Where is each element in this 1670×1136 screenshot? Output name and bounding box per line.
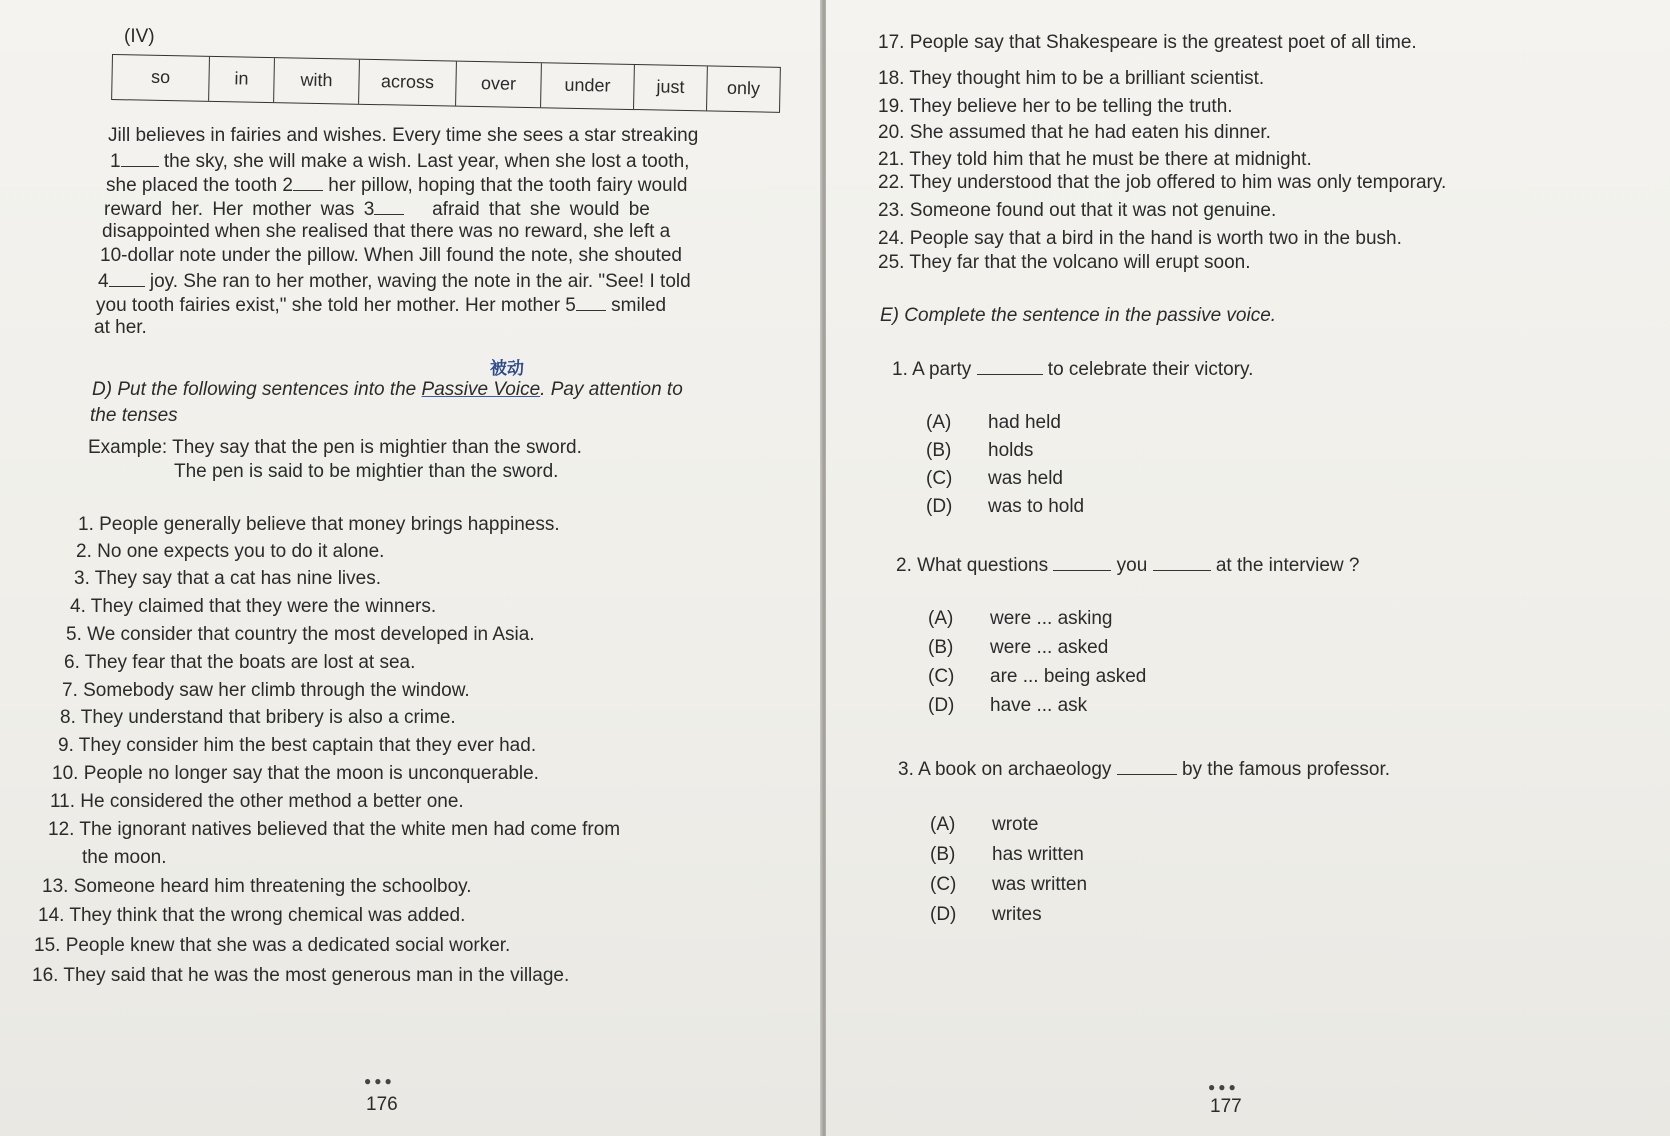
section-d-title: D) Put the following sentences into the Passive Voice. Pay attention to: [92, 379, 683, 400]
list-item: 11. He considered the other method a better one.: [50, 791, 464, 812]
word-box-cell: in: [209, 57, 275, 102]
answer-blank[interactable]: [1153, 552, 1211, 571]
option-item[interactable]: (A) were ... asking: [928, 608, 1113, 629]
list-item: 10. People no longer say that the moon is unconquerable.: [52, 763, 539, 784]
paragraph-line: she placed the tooth 2 her pillow, hoping that the tooth fairy would: [106, 172, 687, 198]
question-2: 2. What questions you at the interview ?: [896, 552, 1360, 578]
option-item[interactable]: (B) holds: [926, 440, 1034, 461]
list-item: 1. People generally believe that money brings happiness.: [78, 514, 560, 535]
list-item: 6. They fear that the boats are lost at sea.: [64, 652, 416, 673]
left-page: [0, 0, 822, 1136]
page-dots-icon: ●●●: [364, 1074, 395, 1088]
option-item[interactable]: (B) has written: [930, 844, 1084, 865]
question-1: 1. A party to celebrate their victory.: [892, 356, 1253, 382]
list-item: 18. They thought him to be a brilliant scientist.: [878, 68, 1265, 89]
answer-blank[interactable]: [109, 268, 145, 287]
list-item: 4. They claimed that they were the winners.: [70, 596, 437, 617]
section-d-example-answer: The pen is said to be mightier than the sword.: [174, 461, 559, 482]
paragraph-line: disappointed when she realised that there was no reward, she left a: [102, 221, 671, 242]
list-item: 9. They consider him the best captain that they ever had.: [58, 735, 537, 756]
page-number: 176: [366, 1094, 398, 1115]
word-box-cell: under: [541, 63, 635, 109]
list-item: 5. We consider that country the most developed in Asia.: [66, 624, 535, 645]
right-page: [826, 0, 1670, 1136]
option-item[interactable]: (A) wrote: [930, 814, 1039, 835]
list-item: 23. Someone found out that it was not genuine.: [878, 200, 1277, 221]
list-item: 24. People say that a bird in the hand is worth two in the bush.: [878, 228, 1402, 249]
paragraph-line: 4 joy. She ran to her mother, waving the note in the air. "See! I told: [98, 268, 691, 294]
paragraph-line: at her.: [94, 317, 147, 338]
list-item: 15. People knew that she was a dedicated social worker.: [34, 935, 511, 956]
list-item: 17. People say that Shakespeare is the greatest poet of all time.: [878, 32, 1417, 53]
list-item: 7. Somebody saw her climb through the window.: [62, 680, 470, 701]
answer-blank[interactable]: [1117, 756, 1177, 775]
list-item: 8. They understand that bribery is also a crime.: [60, 707, 456, 728]
option-item[interactable]: (C) are ... being asked: [928, 666, 1147, 687]
handwritten-annotation: 被动: [490, 359, 524, 378]
answer-blank[interactable]: [374, 196, 404, 215]
word-box-cell: with: [274, 58, 360, 104]
paragraph-line: you tooth fairies exist," she told her mother. Her mother 5 smiled: [96, 292, 666, 318]
list-item: the moon.: [82, 847, 167, 868]
paragraph-line: 10-dollar note under the pillow. When Jill found the note, she shouted: [100, 245, 682, 266]
word-box-cell: over: [456, 62, 542, 108]
list-item: 2. No one expects you to do it alone.: [76, 541, 385, 562]
option-item[interactable]: (A) had held: [926, 412, 1061, 433]
list-item: 21. They told him that he must be there at midnight.: [878, 149, 1312, 170]
section-e-title: E) Complete the sentence in the passive voice.: [880, 305, 1277, 326]
word-box-cell: across: [359, 60, 457, 106]
word-box-cell: so: [112, 55, 210, 101]
section-d-title-line2: the tenses: [90, 405, 178, 426]
list-item: 25. They far that the volcano will erupt soon.: [878, 252, 1251, 273]
option-item[interactable]: (D) was to hold: [926, 496, 1085, 517]
paragraph-line: reward her. Her mother was 3 afraid that she would be: [104, 196, 650, 222]
option-item[interactable]: (C) was written: [930, 874, 1088, 895]
blank-number: 1: [110, 151, 121, 172]
answer-blank[interactable]: [977, 356, 1043, 375]
section-d-example: Example: They say that the pen is mightier than the sword.: [88, 437, 582, 458]
paragraph-line: Jill believes in fairies and wishes. Every time she sees a star streaking: [108, 125, 699, 146]
question-3: 3. A book on archaeology by the famous professor.: [898, 756, 1390, 782]
option-item[interactable]: (B) were ... asked: [928, 637, 1109, 658]
option-item[interactable]: (D) writes: [930, 904, 1042, 925]
list-item: 13. Someone heard him threatening the schoolboy.: [42, 876, 472, 897]
list-item: 16. They said that he was the most generous man in the village.: [32, 965, 570, 986]
word-box: [111, 54, 781, 113]
list-item: 3. They say that a cat has nine lives.: [74, 568, 381, 589]
list-item: 22. They understood that the job offered to him was only temporary.: [878, 172, 1447, 193]
blank-number: 4: [98, 271, 109, 292]
page-dots-icon: ●●●: [1208, 1080, 1239, 1094]
word-box-cell: just: [634, 65, 708, 110]
paragraph-line: 1 the sky, she will make a wish. Last year, when she lost a tooth,: [110, 148, 689, 174]
answer-blank[interactable]: [1053, 552, 1111, 571]
answer-blank[interactable]: [121, 148, 159, 167]
list-item: 12. The ignorant natives believed that the white men had come from: [48, 819, 621, 840]
answer-blank[interactable]: [576, 292, 606, 311]
section-label: (IV): [124, 26, 155, 47]
passive-voice-underlined: Passive Voice: [421, 379, 541, 400]
option-item[interactable]: (D) have ... ask: [928, 695, 1088, 716]
answer-blank[interactable]: [293, 172, 323, 191]
option-item[interactable]: (C) was held: [926, 468, 1063, 489]
list-item: 14. They think that the wrong chemical was added.: [38, 905, 466, 926]
list-item: 19. They believe her to be telling the truth.: [878, 96, 1233, 117]
page-number: 177: [1210, 1096, 1242, 1117]
word-box-cell: only: [726, 77, 761, 99]
list-item: 20. She assumed that he had eaten his dinner.: [878, 122, 1271, 143]
